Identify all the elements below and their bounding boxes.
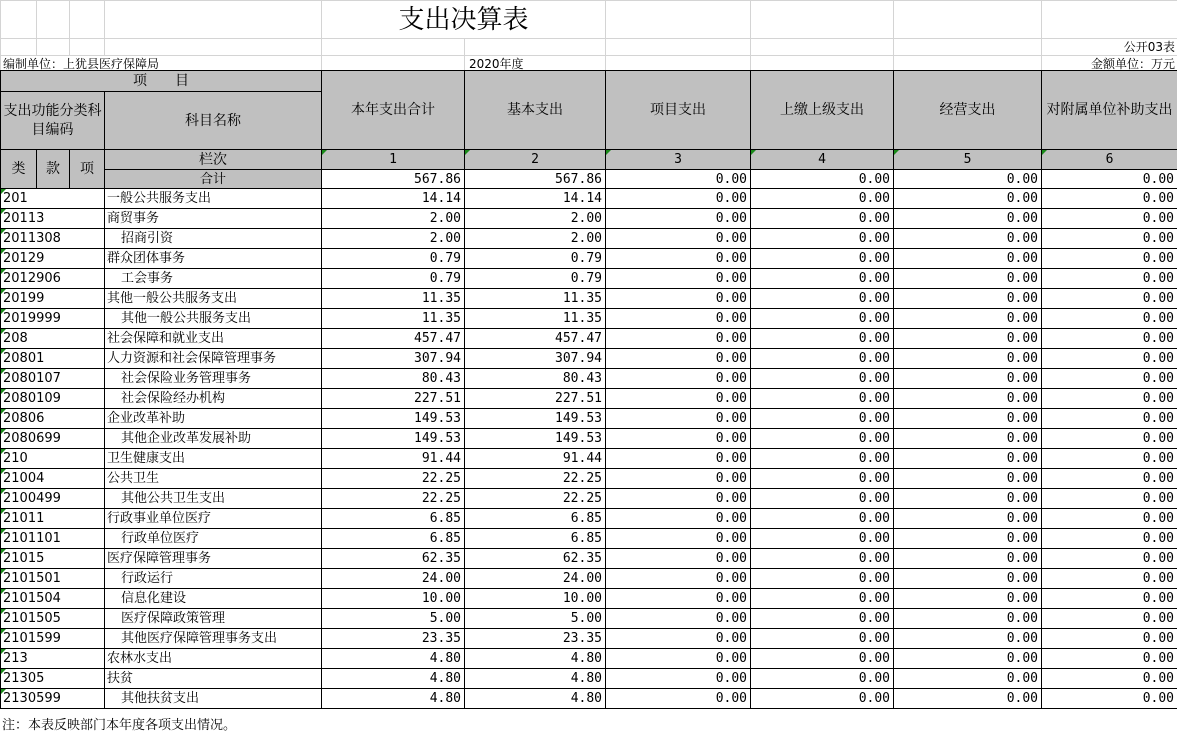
- lanci-header[interactable]: 栏次: [105, 150, 322, 170]
- subject-name-cell[interactable]: 扶贫: [105, 669, 322, 689]
- table-row: [1, 369, 1177, 389]
- amount-cell[interactable]: 0.00: [751, 469, 894, 489]
- table-row: [1, 329, 1177, 349]
- amount-cell[interactable]: 149.53: [322, 409, 465, 429]
- func-code-header[interactable]: 支出功能分类科目编码: [1, 92, 105, 150]
- amount-cell[interactable]: 0.00: [1042, 269, 1177, 289]
- col-index[interactable]: 3: [606, 150, 751, 170]
- amount-cell[interactable]: 0.00: [894, 389, 1042, 409]
- amount-cell[interactable]: 0.00: [894, 469, 1042, 489]
- amount-cell[interactable]: 0.00: [894, 309, 1042, 329]
- amount-cell[interactable]: 0.00: [1042, 289, 1177, 309]
- amount-cell[interactable]: 2.00: [322, 209, 465, 229]
- subject-name-cell[interactable]: 信息化建设: [105, 589, 322, 609]
- cell[interactable]: [894, 1, 1042, 39]
- project-header[interactable]: 项 目: [1, 71, 322, 92]
- amount-cell[interactable]: 0.00: [606, 629, 751, 649]
- amount-cell[interactable]: 0.00: [606, 309, 751, 329]
- cell[interactable]: [894, 39, 1042, 56]
- func-code-cell[interactable]: 2080107: [1, 369, 105, 389]
- amount-cell[interactable]: 0.00: [606, 689, 751, 709]
- subject-name-cell[interactable]: 招商引资: [105, 229, 322, 249]
- amount-cell[interactable]: 0.00: [1042, 689, 1177, 709]
- table-row: [1, 409, 1177, 429]
- func-code-cell[interactable]: 20113: [1, 209, 105, 229]
- amount-cell[interactable]: 0.00: [751, 249, 894, 269]
- cell[interactable]: [70, 39, 105, 56]
- func-code-cell[interactable]: 2101501: [1, 569, 105, 589]
- amount-cell[interactable]: 0.00: [751, 369, 894, 389]
- cell[interactable]: [1, 1, 37, 39]
- func-code-cell[interactable]: 21004: [1, 469, 105, 489]
- amount-cell[interactable]: 4.80: [322, 669, 465, 689]
- table-row: [1, 209, 1177, 229]
- amount-cell[interactable]: 0.00: [894, 429, 1042, 449]
- page-title[interactable]: 支出决算表: [322, 1, 606, 39]
- func-code-cell[interactable]: 2101599: [1, 629, 105, 649]
- func-code-cell[interactable]: 2101101: [1, 529, 105, 549]
- amount-cell[interactable]: 0.00: [751, 589, 894, 609]
- func-code-cell[interactable]: 208: [1, 329, 105, 349]
- amount-cell[interactable]: 0.00: [894, 209, 1042, 229]
- func-code-cell[interactable]: 2130599: [1, 689, 105, 709]
- cell[interactable]: [70, 1, 105, 39]
- table-row: [1, 669, 1177, 689]
- amount-cell[interactable]: 0.00: [894, 669, 1042, 689]
- amount-cell[interactable]: 11.35: [465, 289, 606, 309]
- subject-name-cell[interactable]: 其他公共卫生支出: [105, 489, 322, 509]
- amount-cell[interactable]: 24.00: [465, 569, 606, 589]
- amount-cell[interactable]: 0.00: [894, 689, 1042, 709]
- amount-cell[interactable]: 0.00: [1042, 249, 1177, 269]
- amount-cell[interactable]: 0.00: [894, 269, 1042, 289]
- amount-cell[interactable]: 0.00: [894, 609, 1042, 629]
- amount-cell[interactable]: 0.00: [894, 349, 1042, 369]
- amount-cell[interactable]: 0.00: [606, 329, 751, 349]
- table-row: [1, 189, 1177, 209]
- amount-cell[interactable]: 4.80: [322, 649, 465, 669]
- cell[interactable]: [606, 1, 751, 39]
- amount-cell[interactable]: 0.00: [894, 229, 1042, 249]
- subject-name-cell[interactable]: 卫生健康支出: [105, 449, 322, 469]
- amount-cell[interactable]: 0.00: [894, 509, 1042, 529]
- amount-cell[interactable]: 0.00: [1042, 229, 1177, 249]
- currency-unit[interactable]: 金额单位：万元: [1042, 56, 1177, 72]
- amount-cell[interactable]: 0.00: [751, 489, 894, 509]
- func-code-cell[interactable]: 2080699: [1, 429, 105, 449]
- col-header-operating[interactable]: 经营支出: [894, 71, 1042, 150]
- amount-cell[interactable]: 11.35: [322, 309, 465, 329]
- amount-cell[interactable]: 0.00: [751, 449, 894, 469]
- amount-cell[interactable]: 0.00: [1042, 309, 1177, 329]
- amount-cell[interactable]: 0.00: [606, 429, 751, 449]
- col-index[interactable]: 1: [322, 150, 465, 170]
- amount-cell[interactable]: 457.47: [322, 329, 465, 349]
- amount-cell[interactable]: 0.00: [1042, 569, 1177, 589]
- cell[interactable]: [1042, 1, 1177, 39]
- col-header-subsidy[interactable]: 对附属单位补助支出: [1042, 71, 1177, 150]
- subject-name-cell[interactable]: 群众团体事务: [105, 249, 322, 269]
- amount-cell[interactable]: 0.00: [894, 409, 1042, 429]
- amount-cell[interactable]: 0.00: [751, 549, 894, 569]
- amount-cell[interactable]: 0.00: [606, 549, 751, 569]
- amount-cell[interactable]: 22.25: [465, 489, 606, 509]
- amount-cell[interactable]: 307.94: [465, 349, 606, 369]
- xiang-header[interactable]: 项: [70, 150, 105, 189]
- amount-cell[interactable]: 0.00: [1042, 669, 1177, 689]
- amount-cell[interactable]: 0.00: [1042, 549, 1177, 569]
- func-code-cell[interactable]: 210: [1, 449, 105, 469]
- amount-cell[interactable]: 0.00: [1042, 369, 1177, 389]
- amount-cell[interactable]: 0.00: [1042, 389, 1177, 409]
- col-header-remit[interactable]: 上缴上级支出: [751, 71, 894, 150]
- func-code-cell[interactable]: 2101504: [1, 589, 105, 609]
- amount-cell[interactable]: 0.00: [606, 269, 751, 289]
- amount-cell[interactable]: 0.00: [751, 209, 894, 229]
- cell[interactable]: [1, 39, 37, 56]
- amount-cell[interactable]: 0.00: [1042, 529, 1177, 549]
- amount-cell[interactable]: 0.00: [894, 569, 1042, 589]
- cell[interactable]: [322, 39, 465, 56]
- amount-cell[interactable]: 4.80: [322, 689, 465, 709]
- table-row: [1, 549, 1177, 569]
- amount-cell[interactable]: 0.00: [1042, 609, 1177, 629]
- total-cell[interactable]: 567.86: [465, 170, 606, 189]
- amount-cell[interactable]: 0.00: [894, 449, 1042, 469]
- table-row: [1, 609, 1177, 629]
- amount-cell[interactable]: 0.00: [1042, 489, 1177, 509]
- amount-cell[interactable]: 0.00: [606, 609, 751, 629]
- amount-cell[interactable]: 0.00: [894, 549, 1042, 569]
- amount-cell[interactable]: 0.00: [751, 509, 894, 529]
- cell[interactable]: [465, 39, 606, 56]
- amount-cell[interactable]: 62.35: [465, 549, 606, 569]
- amount-cell[interactable]: 0.00: [606, 409, 751, 429]
- func-code-cell[interactable]: 21305: [1, 669, 105, 689]
- amount-cell[interactable]: 0.00: [751, 229, 894, 249]
- amount-cell[interactable]: 0.00: [606, 229, 751, 249]
- subject-name-cell[interactable]: 医疗保障政策管理: [105, 609, 322, 629]
- amount-cell[interactable]: 11.35: [465, 309, 606, 329]
- subject-name-cell[interactable]: 一般公共服务支出: [105, 189, 322, 209]
- amount-cell[interactable]: 0.00: [751, 529, 894, 549]
- amount-cell[interactable]: 14.14: [465, 189, 606, 209]
- col-header-project[interactable]: 项目支出: [606, 71, 751, 150]
- amount-cell[interactable]: 0.00: [1042, 589, 1177, 609]
- amount-cell[interactable]: 2.00: [465, 229, 606, 249]
- amount-cell[interactable]: 0.79: [465, 249, 606, 269]
- amount-cell[interactable]: 0.00: [606, 509, 751, 529]
- table-row: [1, 229, 1177, 249]
- subject-name-cell[interactable]: 农林水支出: [105, 649, 322, 669]
- col-index[interactable]: 5: [894, 150, 1042, 170]
- amount-cell[interactable]: 0.00: [1042, 629, 1177, 649]
- subject-name-cell[interactable]: 公共卫生: [105, 469, 322, 489]
- title-area: [0, 0, 1177, 72]
- cell[interactable]: [751, 39, 894, 56]
- amount-cell[interactable]: 0.00: [606, 529, 751, 549]
- col-index[interactable]: 2: [465, 150, 606, 170]
- amount-cell[interactable]: 149.53: [322, 429, 465, 449]
- amount-cell[interactable]: 23.35: [465, 629, 606, 649]
- amount-cell[interactable]: 0.00: [1042, 189, 1177, 209]
- amount-cell[interactable]: 149.53: [465, 409, 606, 429]
- amount-cell[interactable]: 6.85: [465, 509, 606, 529]
- cell[interactable]: [606, 39, 751, 56]
- cell[interactable]: [37, 1, 70, 39]
- amount-cell[interactable]: 0.00: [1042, 469, 1177, 489]
- amount-cell[interactable]: 4.80: [465, 649, 606, 669]
- func-code-cell[interactable]: 21015: [1, 549, 105, 569]
- amount-cell[interactable]: 0.00: [894, 329, 1042, 349]
- amount-cell[interactable]: 0.00: [751, 269, 894, 289]
- cell[interactable]: [751, 1, 894, 39]
- table-body: [1, 189, 1177, 709]
- compiling-unit[interactable]: 编制单位：上犹县医疗保障局: [1, 56, 322, 72]
- subject-name-cell[interactable]: 社会保险业务管理事务: [105, 369, 322, 389]
- table-row: [1, 389, 1177, 409]
- amount-cell[interactable]: 0.00: [1042, 209, 1177, 229]
- func-code-cell[interactable]: 2012906: [1, 269, 105, 289]
- amount-cell[interactable]: 0.00: [1042, 429, 1177, 449]
- table-row: [1, 529, 1177, 549]
- amount-cell[interactable]: 0.00: [751, 669, 894, 689]
- amount-cell[interactable]: 0.00: [606, 589, 751, 609]
- table-row: [1, 429, 1177, 449]
- expenditure-table: [0, 70, 1177, 709]
- amount-cell[interactable]: 0.00: [894, 649, 1042, 669]
- amount-cell[interactable]: 0.00: [606, 249, 751, 269]
- amount-cell[interactable]: 0.00: [751, 349, 894, 369]
- cell[interactable]: [105, 1, 322, 39]
- table-row: [1, 509, 1177, 529]
- amount-cell[interactable]: 0.00: [1042, 329, 1177, 349]
- table-row: [1, 589, 1177, 609]
- subject-name-cell[interactable]: 其他医疗保障管理事务支出: [105, 629, 322, 649]
- amount-cell[interactable]: 5.00: [465, 609, 606, 629]
- func-code-cell[interactable]: 2019999: [1, 309, 105, 329]
- amount-cell[interactable]: 0.00: [751, 569, 894, 589]
- amount-cell[interactable]: 80.43: [465, 369, 606, 389]
- amount-cell[interactable]: 0.00: [606, 369, 751, 389]
- amount-cell[interactable]: 0.00: [751, 329, 894, 349]
- amount-cell[interactable]: 0.00: [894, 249, 1042, 269]
- subject-name-header[interactable]: 科目名称: [105, 92, 322, 150]
- amount-cell[interactable]: 0.00: [1042, 649, 1177, 669]
- amount-cell[interactable]: 0.00: [606, 649, 751, 669]
- table-row: [1, 249, 1177, 269]
- amount-cell[interactable]: 10.00: [322, 589, 465, 609]
- func-code-cell[interactable]: 20806: [1, 409, 105, 429]
- amount-cell[interactable]: 0.00: [894, 369, 1042, 389]
- total-cell[interactable]: 0.00: [751, 170, 894, 189]
- subject-name-cell[interactable]: 行政运行: [105, 569, 322, 589]
- amount-cell[interactable]: 0.00: [751, 629, 894, 649]
- amount-cell[interactable]: 24.00: [322, 569, 465, 589]
- amount-cell[interactable]: 91.44: [322, 449, 465, 469]
- amount-cell[interactable]: 80.43: [322, 369, 465, 389]
- amount-cell[interactable]: 62.35: [322, 549, 465, 569]
- cell[interactable]: [105, 39, 322, 56]
- amount-cell[interactable]: 0.00: [894, 589, 1042, 609]
- func-code-cell[interactable]: 20801: [1, 349, 105, 369]
- amount-cell[interactable]: 457.47: [465, 329, 606, 349]
- subject-name-cell[interactable]: 其他一般公共服务支出: [105, 309, 322, 329]
- form-number[interactable]: 公开03表: [1042, 39, 1177, 56]
- table-row: [1, 449, 1177, 469]
- subject-name-cell[interactable]: 医疗保障管理事务: [105, 549, 322, 569]
- amount-cell[interactable]: 23.35: [322, 629, 465, 649]
- amount-cell[interactable]: 0.00: [606, 669, 751, 689]
- amount-cell[interactable]: 4.80: [465, 669, 606, 689]
- lei-header[interactable]: 类: [1, 150, 37, 189]
- amount-cell[interactable]: 149.53: [465, 429, 606, 449]
- amount-cell[interactable]: 0.00: [1042, 349, 1177, 369]
- subject-name-cell[interactable]: 工会事务: [105, 269, 322, 289]
- total-label[interactable]: 合计: [105, 170, 322, 189]
- amount-cell[interactable]: 0.00: [751, 389, 894, 409]
- table-row: [1, 309, 1177, 329]
- subject-name-cell[interactable]: 其他一般公共服务支出: [105, 289, 322, 309]
- amount-cell[interactable]: 0.00: [751, 289, 894, 309]
- amount-cell[interactable]: 0.00: [751, 609, 894, 629]
- amount-cell[interactable]: 0.00: [606, 449, 751, 469]
- col-index[interactable]: 6: [1042, 150, 1177, 170]
- func-code-cell[interactable]: 201: [1, 189, 105, 209]
- table-row: [1, 649, 1177, 669]
- amount-cell[interactable]: 0.00: [751, 689, 894, 709]
- col-index[interactable]: 4: [751, 150, 894, 170]
- subject-name-cell[interactable]: 行政单位医疗: [105, 529, 322, 549]
- subject-name-cell[interactable]: 行政事业单位医疗: [105, 509, 322, 529]
- amount-cell[interactable]: 10.00: [465, 589, 606, 609]
- amount-cell[interactable]: 91.44: [465, 449, 606, 469]
- fiscal-year[interactable]: 2020年度: [465, 56, 606, 72]
- footnote: 注：本表反映部门本年度各项支出情况。: [2, 718, 237, 733]
- amount-cell[interactable]: 0.00: [606, 289, 751, 309]
- amount-cell[interactable]: 5.00: [322, 609, 465, 629]
- subject-name-cell[interactable]: 社会保障和就业支出: [105, 329, 322, 349]
- subject-name-cell[interactable]: 人力资源和社会保障管理事务: [105, 349, 322, 369]
- func-code-cell[interactable]: 2100499: [1, 489, 105, 509]
- col-header-basic[interactable]: 基本支出: [465, 71, 606, 150]
- amount-cell[interactable]: 2.00: [322, 229, 465, 249]
- amount-cell[interactable]: 11.35: [322, 289, 465, 309]
- func-code-cell[interactable]: 20199: [1, 289, 105, 309]
- amount-cell[interactable]: 0.00: [606, 189, 751, 209]
- kuan-header[interactable]: 款: [37, 150, 70, 189]
- amount-cell[interactable]: 0.00: [1042, 409, 1177, 429]
- func-code-cell[interactable]: 21011: [1, 509, 105, 529]
- amount-cell[interactable]: 2.00: [465, 209, 606, 229]
- amount-cell[interactable]: 0.00: [606, 489, 751, 509]
- subject-name-cell[interactable]: 其他扶贫支出: [105, 689, 322, 709]
- amount-cell[interactable]: 0.00: [1042, 449, 1177, 469]
- amount-cell[interactable]: 0.00: [606, 209, 751, 229]
- table-row: [1, 289, 1177, 309]
- func-code-cell[interactable]: 2080109: [1, 389, 105, 409]
- amount-cell[interactable]: 0.00: [894, 489, 1042, 509]
- amount-cell[interactable]: 307.94: [322, 349, 465, 369]
- amount-cell[interactable]: 0.79: [322, 249, 465, 269]
- amount-cell[interactable]: 4.80: [465, 689, 606, 709]
- amount-cell[interactable]: 0.00: [751, 429, 894, 449]
- subject-name-cell[interactable]: 社会保险经办机构: [105, 389, 322, 409]
- func-code-cell[interactable]: 2101505: [1, 609, 105, 629]
- amount-cell[interactable]: 0.00: [894, 529, 1042, 549]
- amount-cell[interactable]: 22.25: [322, 469, 465, 489]
- total-cell[interactable]: 0.00: [606, 170, 751, 189]
- amount-cell[interactable]: 6.85: [465, 529, 606, 549]
- total-cell[interactable]: 0.00: [894, 170, 1042, 189]
- func-code-cell[interactable]: 213: [1, 649, 105, 669]
- subject-name-cell[interactable]: 其他企业改革发展补助: [105, 429, 322, 449]
- amount-cell[interactable]: 22.25: [322, 489, 465, 509]
- total-cell[interactable]: 567.86: [322, 170, 465, 189]
- table-row: [1, 629, 1177, 649]
- amount-cell[interactable]: 0.00: [751, 189, 894, 209]
- table-row: [1, 689, 1177, 709]
- total-cell[interactable]: 0.00: [1042, 170, 1177, 189]
- table-row: [1, 469, 1177, 489]
- cell[interactable]: [37, 39, 70, 56]
- table-row: [1, 349, 1177, 369]
- amount-cell[interactable]: 0.00: [894, 189, 1042, 209]
- amount-cell[interactable]: 0.00: [1042, 509, 1177, 529]
- amount-cell[interactable]: 0.79: [465, 269, 606, 289]
- amount-cell[interactable]: 0.00: [606, 469, 751, 489]
- amount-cell[interactable]: 0.79: [322, 269, 465, 289]
- amount-cell[interactable]: 0.00: [894, 289, 1042, 309]
- amount-cell[interactable]: 0.00: [751, 409, 894, 429]
- col-header-total[interactable]: 本年支出合计: [322, 71, 465, 150]
- subject-name-cell[interactable]: 商贸事务: [105, 209, 322, 229]
- func-code-cell[interactable]: 20129: [1, 249, 105, 269]
- func-code-cell[interactable]: 2011308: [1, 229, 105, 249]
- amount-cell[interactable]: 0.00: [894, 629, 1042, 649]
- amount-cell[interactable]: 0.00: [606, 349, 751, 369]
- table-row: [1, 569, 1177, 589]
- amount-cell[interactable]: 22.25: [465, 469, 606, 489]
- table-row: [1, 489, 1177, 509]
- amount-cell[interactable]: 0.00: [751, 649, 894, 669]
- amount-cell[interactable]: 6.85: [322, 509, 465, 529]
- amount-cell[interactable]: 0.00: [751, 309, 894, 329]
- amount-cell[interactable]: 14.14: [322, 189, 465, 209]
- table-row: [1, 269, 1177, 289]
- amount-cell[interactable]: 0.00: [606, 389, 751, 409]
- amount-cell[interactable]: 6.85: [322, 529, 465, 549]
- amount-cell[interactable]: 227.51: [322, 389, 465, 409]
- amount-cell[interactable]: 227.51: [465, 389, 606, 409]
- amount-cell[interactable]: 0.00: [606, 569, 751, 589]
- subject-name-cell[interactable]: 企业改革补助: [105, 409, 322, 429]
